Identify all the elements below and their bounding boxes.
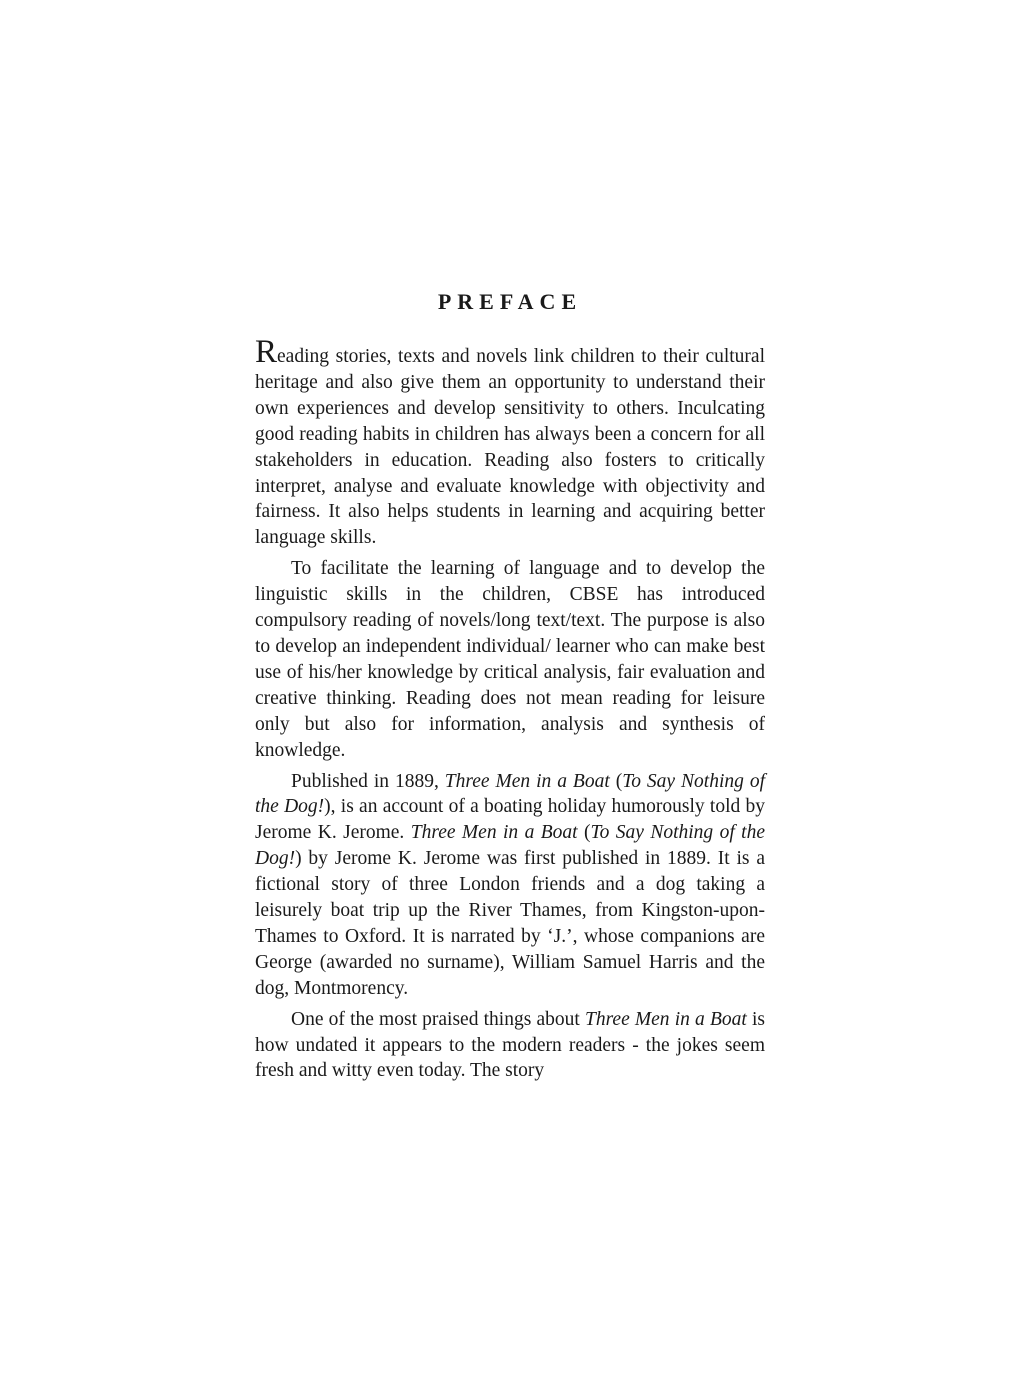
book-title-italic: Three Men in a Boat <box>444 770 610 792</box>
preface-body <box>255 334 766 1089</box>
text-run: Published in 1889, <box>291 770 445 792</box>
text-run: To facilitate the learning of language and to develop the linguistic skills in the children, CBSE has introduced compulsory reading of novels/long text/text. The purpose is also to develop an independent individual/ learner who can make best use of his/her knowledge by critical analysis, fair evaluation and creative thinking. Reading does not mean reading for leisure only but also for information, analysis and synthesis of knowledge. <box>255 558 765 761</box>
text-run: eading stories, texts and novels link children to their cultural heritage and also give them an opportunity to understand their own experiences and develop sensitivity to others. Inculcating good reading habits in children has always been a concern for all stakeholders in education. Reading also fosters to critically interpret, analyse and evaluate knowledge with objectivity and fairness. It also helps students in learning and acquiring better language skills. <box>255 346 765 549</box>
text-run: ) by Jerome K. Jerome was first published in 1889. It is a fictional story of three London friends and a dog taking a leisurely boat trip up the River Thames, from Kingston-upon-Thames to Oxford. It is narrated by ‘J.’, whose companions are George (awarded no surname), William Samuel Harris and the dog, Montmorency. <box>255 848 765 999</box>
paragraph-3 <box>255 769 765 1002</box>
text-run: ( <box>609 770 623 792</box>
subtitle-italic: To Say Nothing of the Dog! <box>255 770 765 818</box>
text-run: is how undated it appears to the modern readers - the jokes seem fresh and witty even today. The story <box>255 1008 765 1082</box>
text-run: One of the most praised things about <box>291 1008 585 1030</box>
book-title-italic: Three Men in a Boat <box>410 822 578 844</box>
text-run: ( <box>577 822 591 844</box>
text-run: ), is an account of a boating holiday humorously told by Jerome K. Jerome. <box>255 796 765 844</box>
subtitle-italic: To Say Nothing of the Dog! <box>255 822 766 870</box>
paragraph-4 <box>255 1007 765 1085</box>
paragraph-1 <box>255 334 765 551</box>
book-title-italic: Three Men in a Boat <box>584 1008 747 1030</box>
paragraph-2 <box>255 556 765 763</box>
page-title: PREFACE <box>437 289 583 314</box>
initial-letter: R <box>255 334 278 370</box>
